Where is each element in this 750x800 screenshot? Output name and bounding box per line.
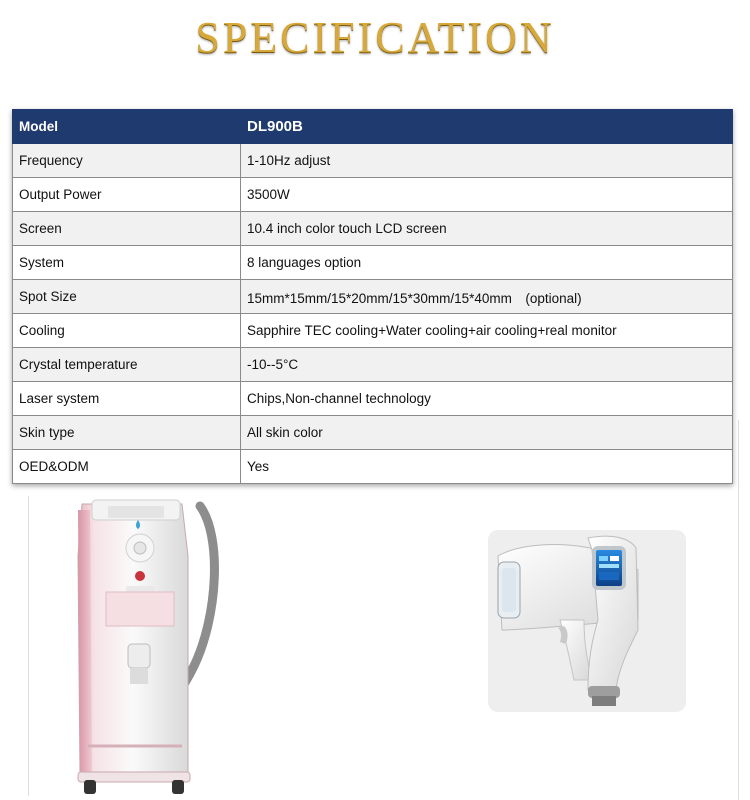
row-label: OED&ODM (13, 450, 241, 484)
row-value: All skin color (241, 416, 733, 450)
row-label: Cooling (13, 314, 241, 348)
row-label: System (13, 246, 241, 280)
table-row (13, 450, 733, 484)
row-value: 8 languages option (241, 246, 733, 280)
table-header-row (13, 110, 733, 144)
handpiece-illustration (488, 530, 686, 712)
row-label: Screen (13, 212, 241, 246)
row-value: 10.4 inch color touch LCD screen (241, 212, 733, 246)
row-value: Chips,Non-channel technology (241, 382, 733, 416)
row-label: Output Power (13, 178, 241, 212)
header-value: DL900B (241, 110, 733, 144)
row-value: -10--5°C (241, 348, 733, 382)
laser-handpiece-image (488, 530, 686, 712)
row-value: 3500W (241, 178, 733, 212)
table-row (13, 178, 733, 212)
table-row (13, 212, 733, 246)
row-label: Frequency (13, 144, 241, 178)
table-row (13, 280, 733, 314)
row-value: 1-10Hz adjust (241, 144, 733, 178)
table-row (13, 144, 733, 178)
specification-table (12, 109, 733, 484)
frame-divider (738, 420, 739, 800)
row-value: Yes (241, 450, 733, 484)
row-value: Sapphire TEC cooling+Water cooling+air cooling+real monitor (241, 314, 733, 348)
row-label: Skin type (13, 416, 241, 450)
diode-laser-machine-image (22, 496, 242, 800)
table-row (13, 314, 733, 348)
header-label: Model (13, 110, 241, 144)
page-title: SPECIFICATION (195, 13, 555, 62)
row-label: Spot Size (13, 280, 241, 314)
row-value: 15mm*15mm/15*20mm/15*30mm/15*40mm (optional) (241, 280, 733, 314)
table-row (13, 246, 733, 280)
row-label: Laser system (13, 382, 241, 416)
table-row (13, 348, 733, 382)
row-label: Crystal temperature (13, 348, 241, 382)
table-row (13, 382, 733, 416)
table-row (13, 416, 733, 450)
